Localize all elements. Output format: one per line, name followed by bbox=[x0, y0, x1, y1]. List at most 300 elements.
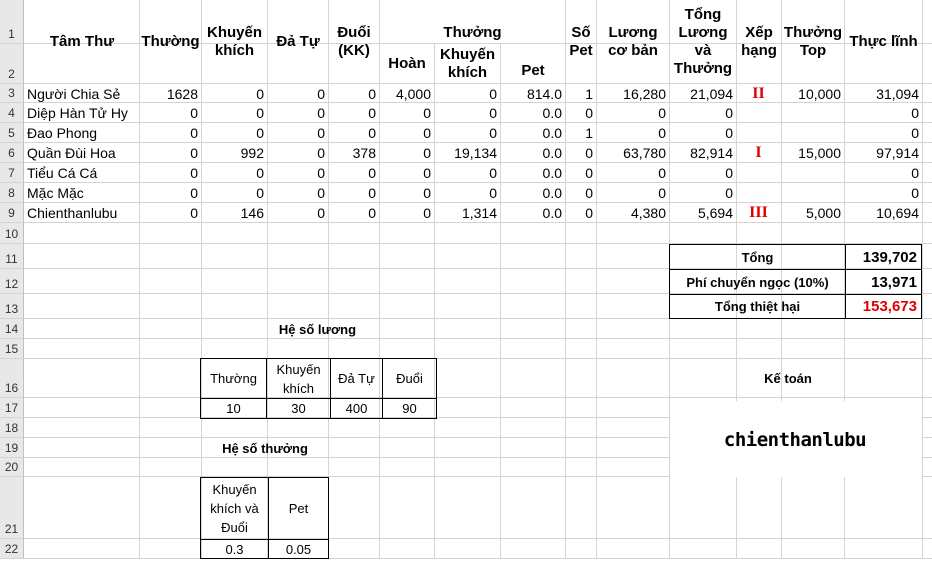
value-cell-sopet[interactable]: 0 bbox=[585, 185, 593, 201]
grid-line bbox=[565, 319, 566, 338]
row-header[interactable] bbox=[0, 84, 24, 103]
value-cell-hoan[interactable]: 4,000 bbox=[395, 85, 431, 102]
grid-line bbox=[328, 418, 329, 437]
header-da-tu[interactable]: Đả Tự bbox=[276, 33, 320, 50]
value-cell-pet[interactable]: 0.0 bbox=[542, 125, 562, 141]
value-cell-thuong[interactable]: 0 bbox=[190, 145, 198, 161]
value-cell-thuc[interactable]: 0 bbox=[911, 105, 919, 121]
row-number: 8 bbox=[8, 186, 15, 200]
he-so-thuong-value[interactable]: 0.05 bbox=[268, 539, 329, 559]
value-cell-kk[interactable]: 0 bbox=[256, 105, 264, 121]
he-so-luong-label[interactable]: Thường bbox=[200, 358, 267, 399]
grid-line bbox=[596, 339, 597, 358]
row-header[interactable] bbox=[0, 438, 24, 458]
grid-line bbox=[379, 244, 380, 268]
grid-line bbox=[565, 244, 566, 268]
grid-line bbox=[781, 223, 782, 243]
row-number: 5 bbox=[8, 126, 15, 140]
grid-line bbox=[500, 269, 501, 293]
value-cell-duoi[interactable]: 0 bbox=[368, 165, 376, 181]
grid-line bbox=[201, 418, 202, 437]
value-cell-kk2[interactable]: 0 bbox=[489, 105, 497, 121]
row-header[interactable] bbox=[0, 244, 24, 269]
header-luong-co-ban[interactable]: Lương cơ bản bbox=[608, 24, 658, 59]
value-cell-top[interactable] bbox=[781, 123, 844, 143]
row-number: 9 bbox=[8, 206, 15, 220]
row-header[interactable] bbox=[0, 294, 24, 319]
value-cell-sopet[interactable]: 0 bbox=[585, 205, 593, 221]
grid-line bbox=[328, 0, 329, 84]
value-cell-kk[interactable]: 0 bbox=[256, 85, 264, 102]
value-cell-duoi[interactable]: 0 bbox=[368, 205, 376, 221]
grid-line bbox=[669, 539, 670, 558]
value-cell-luong[interactable]: 16,280 bbox=[623, 85, 666, 102]
grid-line bbox=[328, 244, 329, 268]
grid-line bbox=[201, 294, 202, 318]
row-number: 22 bbox=[4, 542, 19, 556]
grid-line bbox=[922, 0, 923, 84]
grid-line bbox=[669, 319, 670, 338]
grid-line bbox=[781, 339, 782, 358]
grid-line bbox=[201, 458, 202, 476]
grid-line bbox=[500, 223, 501, 243]
he-so-luong-value[interactable]: 90 bbox=[382, 398, 437, 419]
grid-line bbox=[328, 458, 329, 476]
value-cell-datu[interactable]: 0 bbox=[317, 165, 325, 181]
grid-line bbox=[379, 0, 380, 84]
grid-line bbox=[434, 294, 435, 318]
grid-line bbox=[434, 477, 435, 538]
row-number: 16 bbox=[4, 381, 19, 395]
grid-line bbox=[922, 418, 923, 437]
value-cell-kk[interactable]: 0 bbox=[256, 165, 264, 181]
grid-line bbox=[267, 339, 268, 358]
employee-name-cell[interactable]: Chienthanlubu bbox=[27, 205, 118, 221]
ke-toan-title[interactable]: Kế toán bbox=[764, 370, 812, 386]
header-pet[interactable]: Pet bbox=[521, 62, 545, 79]
header-so-pet[interactable]: Số Pet bbox=[569, 24, 593, 59]
value-cell-datu[interactable]: 0 bbox=[317, 105, 325, 121]
row-header[interactable] bbox=[0, 123, 24, 143]
he-so-thuong-label[interactable]: Pet bbox=[268, 477, 329, 540]
value-cell-luong[interactable]: 0 bbox=[658, 105, 666, 121]
grid-line bbox=[434, 339, 435, 358]
value-cell-sopet[interactable]: 0 bbox=[585, 105, 593, 121]
row-header[interactable] bbox=[0, 319, 24, 339]
row-header[interactable] bbox=[0, 539, 24, 559]
grid-line bbox=[139, 477, 140, 538]
value-cell-luong[interactable]: 4,380 bbox=[630, 205, 666, 221]
grid-line bbox=[379, 438, 380, 457]
value-cell-top[interactable] bbox=[781, 163, 844, 183]
grid-line bbox=[844, 539, 845, 558]
value-cell-luong[interactable]: 0 bbox=[658, 125, 666, 141]
header-tam-thu[interactable]: Tâm Thư bbox=[49, 33, 115, 50]
value-cell-sopet[interactable]: 0 bbox=[585, 165, 593, 181]
grid-line bbox=[922, 203, 923, 222]
value-cell-thuong[interactable]: 1628 bbox=[166, 85, 198, 102]
grid-line bbox=[596, 398, 597, 417]
value-cell-thuc[interactable]: 0 bbox=[911, 165, 919, 181]
grid-line bbox=[267, 294, 268, 318]
grid-line bbox=[500, 244, 501, 268]
grid-line bbox=[844, 339, 845, 358]
grid-line bbox=[139, 0, 140, 84]
header-thuong-group[interactable]: Thưởng bbox=[443, 24, 502, 41]
grid-line bbox=[565, 269, 566, 293]
grid-line bbox=[328, 223, 329, 243]
grid-line bbox=[379, 223, 380, 243]
grid-line bbox=[781, 539, 782, 558]
grid-row bbox=[24, 223, 932, 244]
grid-line bbox=[434, 44, 435, 84]
grid-line bbox=[922, 123, 923, 142]
value-cell-top[interactable]: 15,000 bbox=[798, 145, 841, 161]
grid-line bbox=[565, 398, 566, 417]
employee-name-cell[interactable]: Quần Đùi Hoa bbox=[27, 145, 116, 161]
row-header[interactable] bbox=[0, 44, 24, 84]
row-header[interactable] bbox=[0, 183, 24, 203]
summary-thiet-hai-label[interactable]: Tổng thiệt hại bbox=[669, 294, 846, 319]
he-so-luong-value[interactable]: 10 bbox=[200, 398, 267, 419]
he-so-luong-label[interactable]: Khuyến khích bbox=[266, 358, 331, 399]
value-cell-tong[interactable]: 21,094 bbox=[690, 85, 733, 102]
row-header[interactable] bbox=[0, 223, 24, 244]
grid-line bbox=[669, 223, 670, 243]
row-header[interactable] bbox=[0, 398, 24, 418]
grid-line bbox=[922, 398, 923, 417]
grid-line bbox=[596, 269, 597, 293]
grid-line bbox=[500, 319, 501, 338]
value-cell-thuong[interactable]: 0 bbox=[190, 125, 198, 141]
grid-line bbox=[565, 438, 566, 457]
grid-line bbox=[565, 458, 566, 476]
row-number: 12 bbox=[4, 277, 19, 291]
row-header[interactable] bbox=[0, 339, 24, 359]
grid-line bbox=[922, 294, 923, 318]
value-cell-pet[interactable]: 814.0 bbox=[526, 85, 562, 102]
header-thuong-top[interactable]: Thưởng Top bbox=[783, 24, 843, 59]
grid-line bbox=[139, 458, 140, 476]
grid-line bbox=[201, 269, 202, 293]
value-cell-top[interactable] bbox=[781, 103, 844, 123]
rank-cell[interactable] bbox=[736, 163, 781, 183]
value-cell-tong[interactable]: 5,694 bbox=[697, 205, 733, 221]
value-cell-thuc[interactable]: 10,694 bbox=[876, 205, 919, 221]
grid-line bbox=[500, 418, 501, 437]
grid-line bbox=[736, 539, 737, 558]
row-number: 18 bbox=[4, 421, 19, 435]
grid-line bbox=[379, 539, 380, 558]
summary-tong-label[interactable]: Tổng bbox=[669, 244, 846, 270]
value-cell-datu[interactable]: 0 bbox=[317, 85, 325, 102]
grid-line bbox=[736, 223, 737, 243]
grid-line bbox=[139, 339, 140, 358]
value-cell-thuong[interactable]: 0 bbox=[190, 165, 198, 181]
grid-line bbox=[434, 223, 435, 243]
header-thuong[interactable]: Thường bbox=[141, 33, 200, 50]
row-number: 2 bbox=[8, 67, 15, 81]
grid-line bbox=[565, 418, 566, 437]
row-header[interactable] bbox=[0, 0, 24, 44]
he-so-thuong-value[interactable]: 0.3 bbox=[200, 539, 269, 559]
row-number: 7 bbox=[8, 166, 15, 180]
value-cell-kk[interactable]: 992 bbox=[240, 145, 264, 161]
grid-line bbox=[922, 438, 923, 457]
value-cell-tong[interactable]: 0 bbox=[725, 105, 733, 121]
grid-line bbox=[844, 359, 845, 397]
grid-line bbox=[922, 458, 923, 476]
grid-line bbox=[379, 43, 565, 44]
grid-line bbox=[596, 319, 597, 338]
rank-cell[interactable] bbox=[736, 123, 781, 143]
value-cell-kk[interactable]: 0 bbox=[256, 125, 264, 141]
grid-line bbox=[267, 269, 268, 293]
grid-line bbox=[139, 359, 140, 397]
he-so-luong-label[interactable]: Đả Tự bbox=[330, 358, 383, 399]
he-so-luong-title[interactable]: Hệ số lương bbox=[278, 321, 357, 337]
grid-line bbox=[596, 458, 597, 476]
value-cell-hoan[interactable]: 0 bbox=[423, 205, 431, 221]
rank-cell[interactable]: I bbox=[755, 144, 762, 161]
value-cell-datu[interactable]: 0 bbox=[317, 125, 325, 141]
value-cell-hoan[interactable]: 0 bbox=[423, 165, 431, 181]
value-cell-thuc[interactable]: 31,094 bbox=[876, 85, 919, 102]
grid-line bbox=[736, 319, 737, 338]
rank-cell[interactable] bbox=[736, 183, 781, 203]
employee-name-cell[interactable]: Diệp Hàn Tử Hy bbox=[27, 105, 128, 121]
employee-name-cell[interactable]: Đao Phong bbox=[27, 125, 98, 141]
value-cell-duoi[interactable]: 0 bbox=[368, 185, 376, 201]
grid-line bbox=[267, 418, 268, 437]
value-cell-kk2[interactable]: 0 bbox=[489, 165, 497, 181]
grid-line bbox=[781, 477, 782, 538]
he-so-luong-value[interactable]: 30 bbox=[266, 398, 331, 419]
header-tong-luong[interactable]: Tổng Lương và Thưởng bbox=[673, 6, 733, 77]
value-cell-thuc[interactable]: 0 bbox=[911, 125, 919, 141]
value-cell-kk2[interactable]: 0 bbox=[489, 185, 497, 201]
value-cell-thuc[interactable]: 97,914 bbox=[876, 145, 919, 161]
value-cell-datu[interactable]: 0 bbox=[317, 185, 325, 201]
grid-line bbox=[500, 339, 501, 358]
value-cell-duoi[interactable]: 378 bbox=[352, 145, 376, 161]
row-number: 6 bbox=[8, 146, 15, 160]
ke-toan-signature: chienthanlubu bbox=[723, 429, 867, 451]
grid-line bbox=[434, 418, 435, 437]
grid-line bbox=[596, 359, 597, 397]
row-number: 3 bbox=[8, 86, 15, 100]
summary-phi-value[interactable]: 13,971 bbox=[845, 269, 922, 295]
value-cell-thuong[interactable]: 0 bbox=[190, 105, 198, 121]
value-cell-kk[interactable]: 0 bbox=[256, 185, 264, 201]
grid-row bbox=[24, 319, 932, 339]
row-header[interactable] bbox=[0, 163, 24, 183]
value-cell-top[interactable] bbox=[781, 183, 844, 203]
value-cell-tong[interactable]: 82,914 bbox=[690, 145, 733, 161]
value-cell-hoan[interactable]: 0 bbox=[423, 125, 431, 141]
grid-line bbox=[596, 244, 597, 268]
value-cell-luong[interactable]: 0 bbox=[658, 185, 666, 201]
grid-line bbox=[139, 244, 140, 268]
row-header[interactable] bbox=[0, 359, 24, 398]
grid-line bbox=[844, 223, 845, 243]
header-thuc-linh[interactable]: Thực lĩnh bbox=[849, 33, 918, 50]
row-header[interactable] bbox=[0, 458, 24, 477]
grid-line bbox=[379, 269, 380, 293]
grid-line bbox=[139, 398, 140, 417]
value-cell-duoi[interactable]: 0 bbox=[368, 125, 376, 141]
value-cell-pet[interactable]: 0.0 bbox=[542, 145, 562, 161]
grid-line bbox=[434, 539, 435, 558]
row-number: 4 bbox=[8, 106, 15, 120]
header-xep-hang[interactable]: Xếp hạng bbox=[741, 24, 777, 59]
grid-line bbox=[500, 438, 501, 457]
he-so-luong-value[interactable]: 400 bbox=[330, 398, 383, 419]
grid-line bbox=[565, 0, 566, 84]
rank-cell[interactable]: II bbox=[752, 84, 765, 102]
grid-line bbox=[781, 0, 782, 84]
header-hoan[interactable]: Hoàn bbox=[388, 55, 426, 72]
grid-line bbox=[669, 477, 670, 538]
summary-thiet-hai-value[interactable]: 153,673 bbox=[845, 294, 922, 319]
value-cell-kk[interactable]: 146 bbox=[240, 205, 264, 221]
grid-line bbox=[267, 0, 268, 84]
grid-line bbox=[922, 359, 923, 397]
row-number: 21 bbox=[4, 522, 19, 536]
grid-line bbox=[139, 294, 140, 318]
grid-line bbox=[328, 269, 329, 293]
grid-line bbox=[596, 539, 597, 558]
row-number: 20 bbox=[4, 460, 19, 474]
value-cell-tong[interactable]: 0 bbox=[725, 125, 733, 141]
value-cell-duoi[interactable]: 0 bbox=[368, 85, 376, 102]
value-cell-sopet[interactable]: 0 bbox=[585, 145, 593, 161]
he-so-luong-label[interactable]: Đuổi bbox=[382, 358, 437, 399]
row-number: 17 bbox=[4, 401, 19, 415]
grid-line bbox=[500, 398, 501, 417]
grid-line bbox=[328, 294, 329, 318]
grid-line bbox=[596, 438, 597, 457]
grid-line bbox=[922, 339, 923, 358]
value-cell-tong[interactable]: 0 bbox=[725, 165, 733, 181]
value-cell-kk2[interactable]: 0 bbox=[489, 85, 497, 102]
grid-line bbox=[922, 269, 923, 293]
employee-name-cell[interactable]: Mặc Mặc bbox=[27, 185, 84, 201]
grid-line bbox=[736, 339, 737, 358]
grid-line bbox=[379, 477, 380, 538]
row-header[interactable] bbox=[0, 418, 24, 438]
grid-line bbox=[596, 418, 597, 437]
value-cell-duoi[interactable]: 0 bbox=[368, 105, 376, 121]
grid-line bbox=[669, 0, 670, 84]
value-cell-pet[interactable]: 0.0 bbox=[542, 185, 562, 201]
value-cell-hoan[interactable]: 0 bbox=[423, 185, 431, 201]
he-so-thuong-title[interactable]: Hệ số thưởng bbox=[222, 440, 308, 456]
grid-line bbox=[139, 418, 140, 437]
grid-line bbox=[922, 477, 923, 538]
row-number: 13 bbox=[4, 302, 19, 316]
grid-line bbox=[669, 339, 670, 358]
value-cell-hoan[interactable]: 0 bbox=[423, 105, 431, 121]
grid-line bbox=[500, 294, 501, 318]
value-cell-tong[interactable]: 0 bbox=[725, 185, 733, 201]
grid-line bbox=[379, 294, 380, 318]
value-cell-luong[interactable]: 63,780 bbox=[623, 145, 666, 161]
grid-line bbox=[844, 0, 845, 84]
value-cell-thuc[interactable]: 0 bbox=[911, 185, 919, 201]
value-cell-thuong[interactable]: 0 bbox=[190, 205, 198, 221]
value-cell-kk2[interactable]: 0 bbox=[489, 125, 497, 141]
grid-line bbox=[139, 319, 140, 338]
value-cell-hoan[interactable]: 0 bbox=[423, 145, 431, 161]
row-header[interactable] bbox=[0, 103, 24, 123]
employee-name-cell[interactable]: Người Chia Sẻ bbox=[27, 85, 121, 102]
header-khuyen-khich[interactable]: Khuyến khích bbox=[206, 24, 262, 59]
rank-cell[interactable]: III bbox=[749, 204, 768, 221]
value-cell-top[interactable]: 5,000 bbox=[805, 205, 841, 221]
grid-line bbox=[139, 223, 140, 243]
value-cell-sopet[interactable]: 1 bbox=[585, 85, 593, 102]
grid-line bbox=[500, 477, 501, 538]
row-header[interactable] bbox=[0, 477, 24, 539]
he-so-thuong-label[interactable]: Khuyến khích và Đuổi bbox=[200, 477, 269, 540]
value-cell-pet[interactable]: 0.0 bbox=[542, 165, 562, 181]
header-khuyen-khich-sub[interactable]: Khuyến khích bbox=[439, 46, 495, 81]
grid-line bbox=[201, 0, 202, 84]
value-cell-thuong[interactable]: 0 bbox=[190, 185, 198, 201]
grid-row bbox=[24, 339, 932, 359]
row-header[interactable] bbox=[0, 269, 24, 294]
value-cell-luong[interactable]: 0 bbox=[658, 165, 666, 181]
grid-line bbox=[201, 339, 202, 358]
value-cell-top[interactable]: 10,000 bbox=[798, 85, 841, 102]
row-number: 19 bbox=[4, 441, 19, 455]
summary-tong-value[interactable]: 139,702 bbox=[845, 244, 922, 270]
value-cell-sopet[interactable]: 1 bbox=[585, 125, 593, 141]
grid-line bbox=[922, 103, 923, 122]
row-number: 10 bbox=[4, 227, 19, 241]
summary-phi-label[interactable]: Phí chuyển ngọc (10%) bbox=[669, 269, 846, 295]
header-duoi[interactable]: Đuổi (KK) bbox=[337, 24, 371, 59]
value-cell-pet[interactable]: 0.0 bbox=[542, 205, 562, 221]
value-cell-pet[interactable]: 0.0 bbox=[542, 105, 562, 121]
row-header[interactable] bbox=[0, 143, 24, 163]
value-cell-datu[interactable]: 0 bbox=[317, 145, 325, 161]
rank-cell[interactable] bbox=[736, 103, 781, 123]
value-cell-datu[interactable]: 0 bbox=[317, 205, 325, 221]
grid-line bbox=[922, 84, 923, 102]
grid-line bbox=[500, 44, 501, 84]
grid-line bbox=[596, 294, 597, 318]
grid-line bbox=[922, 163, 923, 182]
grid-line bbox=[922, 244, 923, 268]
grid-row bbox=[24, 539, 932, 559]
employee-name-cell[interactable]: Tiểu Cá Cá bbox=[27, 165, 98, 181]
row-number: 14 bbox=[4, 322, 19, 336]
row-header[interactable] bbox=[0, 203, 24, 223]
value-cell-kk2[interactable]: 1,314 bbox=[461, 205, 497, 221]
grid-line bbox=[736, 359, 737, 397]
grid-line bbox=[267, 458, 268, 476]
grid-line bbox=[139, 539, 140, 558]
grid-line bbox=[565, 294, 566, 318]
value-cell-kk2[interactable]: 19,134 bbox=[454, 145, 497, 161]
grid-line bbox=[267, 244, 268, 268]
grid-line bbox=[922, 143, 923, 162]
grid-line bbox=[328, 339, 329, 358]
grid-line bbox=[565, 539, 566, 558]
grid-line bbox=[379, 418, 380, 437]
